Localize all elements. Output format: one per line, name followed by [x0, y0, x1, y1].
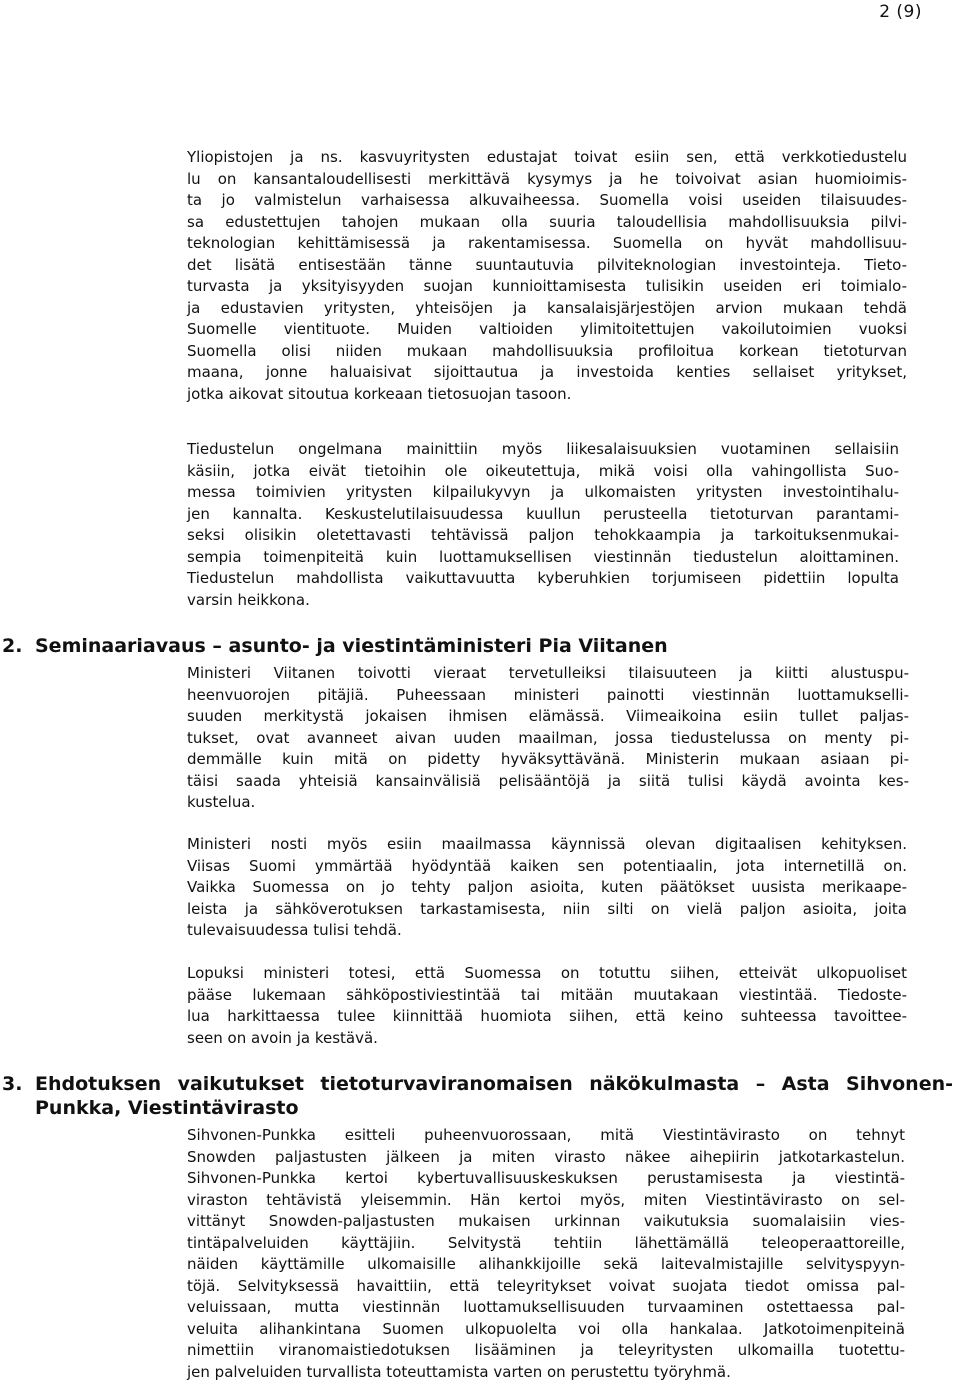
- section-number: 3.: [2, 1073, 23, 1095]
- text-line: Sihvonen-Punkka kertoi kybertuvallisuuskeskuksen perustamisesta ja viestintä-: [187, 1169, 905, 1187]
- text-line: jen kannalta. Keskustelutilaisuudessa kuullun perusteella tietoturvan parantami-: [187, 504, 899, 523]
- paragraph-minister-conclusion: [187, 963, 907, 1049]
- text-line: demmälle kuin mitä on pidetty hyväksyttävänä. Ministerin mukaan asiaan pi-: [187, 750, 909, 768]
- text-line: täisi saada yhteisiä kansainvälisiä pelisääntöjä ja siitä tulisi käydä avointa kes-: [187, 771, 909, 790]
- section-heading-3: [0, 1072, 960, 1122]
- text-line: Ministeri Viitanen toivotti vieraat tervetulleiksi tilaisuuteen ja kiitti alustuspu-: [187, 664, 909, 682]
- text-line: Vaikka Suomessa on jo tehty paljon asioita, kuten päätökset uusista merikaape-: [187, 878, 907, 896]
- text-line: maana, jonne haluaisivat sijoittautua ja investoida kenties sellaiset yritykset,: [187, 363, 907, 381]
- text-line: suuden merkitystä jokaisen ihmisen elämässä. Viimeaikoina esiin tullet paljas-: [187, 707, 909, 725]
- text-line: det lisätä entisestään tänne suuntautuvia pilviteknologian investointeja. Tieto-: [187, 255, 907, 274]
- text-line: Yliopistojen ja ns. kasvuyritysten edustajat toivat esiin sen, että verkkotiedustelu: [187, 148, 907, 166]
- paragraph-minister-welcome: [187, 663, 909, 814]
- text-line: varsin heikkona.: [187, 590, 310, 609]
- text-line: näiden käyttämille ulkomaisille alihankkijoille sekä laitevalmistajille selvityspyyn-: [187, 1255, 905, 1273]
- text-line: ja edustavien yritysten, yhteisöjen ja kansalaisjärjestöjen arvion mukaan tehdä: [187, 298, 907, 317]
- text-line: seksi olisikin oletettavasti tehtävissä paljon tehokkaampia ja tarkoituksenmukai-: [187, 526, 899, 544]
- text-line: Suomella olisi niiden mukaan mahdollisuuksia profiloitua korkean tietoturvan: [187, 341, 907, 360]
- text-line: Suomelle vientituote. Muiden valtioiden ylimitoitettujen vakoilutoimien vuoksi: [187, 320, 907, 338]
- text-line: heenvuorojen pitäjiä. Puheessaan ministeri painotti viestinnän luottamukselli-: [187, 685, 909, 704]
- text-line: nimettiin viranomaistiedotuksen lisääminen ja teleyritysten ulkomailla tuotettu-: [187, 1341, 905, 1359]
- text-line: Viisas Suomi ymmärtää hyödyntää kaiken sen potentiaalin, jota internetillä on.: [187, 856, 907, 875]
- text-line: messa toimivien yritysten kilpailukyvyn ja ulkomaisten yritysten investointihalu-: [187, 483, 899, 501]
- text-line: Ministeri nosti myös esiin maailmassa käynnissä olevan digitaalisen kehityksen.: [187, 835, 907, 853]
- text-line: veluissaan, mutta viestinnän luottamuksellisuuden turvaaminen ostettaessa pal-: [187, 1298, 905, 1316]
- paragraph-sihvonen-punkka: [187, 1125, 905, 1383]
- text-line: pääse lukemaan sähköpostiviestintää tai mitään muutakaan viestintää. Tiedoste-: [187, 985, 907, 1004]
- text-line: seen on avoin ja kestävä.: [187, 1028, 378, 1047]
- text-line: sa edustettujen tahojen mukaan olla suuria taloudellisia mahdollisuuksia pilvi-: [187, 212, 907, 231]
- section-title-line: Punkka, Viestintävirasto: [35, 1097, 299, 1119]
- text-line: teknologian kehittämisessä ja rakentamisessa. Suomella on hyvät mahdollisuu-: [187, 234, 907, 252]
- text-line: leista ja sähköverotuksen tarkastamisesta, niin silti on vielä paljon asioita, joita: [187, 899, 907, 918]
- text-line: vittänyt Snowden-paljastusten mukaisen urkinnan vaikutuksia suomalaisiin vies-: [187, 1212, 905, 1230]
- text-line: Tiedustelun ongelmana mainittiin myös liikesalaisuuksien vuotaminen sellaisiin: [187, 440, 899, 458]
- text-line: ta jo valmistelun varhaisessa alkuvaiheessa. Suomella voisi useiden tilaisuudes-: [187, 191, 907, 209]
- section-title: Seminaariavaus – asunto- ja viestintäministeri Pia Viitanen: [35, 635, 668, 657]
- page-number: 2 (9): [879, 2, 922, 22]
- text-line: tukset, ovat avanneet aivan uuden maailman, jossa tiedustelussa on menty pi-: [187, 728, 909, 747]
- text-line: sempia toimenpiteitä kuin luottamuksellisen viestinnän tiedustelun aloittaminen.: [187, 547, 899, 566]
- paragraph-university-representatives: [187, 147, 907, 405]
- paragraph-digital-development: [187, 834, 907, 942]
- text-line: tulevaisuudessa tulisi tehdä.: [187, 921, 402, 939]
- text-line: jen palveluiden turvallista toteuttamista varten on perustettu työryhmä.: [187, 1362, 731, 1381]
- text-line: Lopuksi ministeri totesi, että Suomessa on totuttu siihen, etteivät ulkopuoliset: [187, 964, 907, 982]
- text-line: jotka aikovat sitoutua korkeaan tietosuojan tasoon.: [187, 384, 572, 403]
- text-line: käsiin, jotka eivät tietoihin ole oikeutettuja, mikä voisi olla vahingollista Suo-: [187, 461, 899, 480]
- text-line: viraston tehtävistä yleisemmin. Hän kertoi myös, miten Viestintävirasto on sel-: [187, 1190, 905, 1209]
- text-line: kustelua.: [187, 793, 256, 811]
- text-line: veluita alihankintana Suomen ulkopuolelta voi olla hankalaa. Jatkotoimenpiteinä: [187, 1319, 905, 1338]
- text-line: lua harkittaessa tulee kiinnittää huomiota siihen, että keino suhteessa tavoittee-: [187, 1007, 907, 1025]
- section-title-line: Ehdotuksen vaikutukset tietoturvaviranomaisen näkökulmasta – Asta Sihvonen-: [35, 1073, 953, 1095]
- text-line: tintäpalveluiden käyttäjiin. Selvitystä tehtiin lähettämällä teleoperaattoreille,: [187, 1233, 905, 1252]
- text-line: Tiedustelun mahdollista vaikuttavuutta kyberuhkien torjumiseen pidettiin lopulta: [187, 569, 899, 587]
- text-line: töjä. Selvityksessä havaittiin, että teleyritykset voivat suojata tiedot omissa pal-: [187, 1276, 905, 1295]
- text-line: Sihvonen-Punkka esitteli puheenvuorossaan, mitä Viestintävirasto on tehnyt: [187, 1126, 905, 1144]
- text-line: lu on kansantaloudellisesti merkittävä kysymys ja he toivoivat asian huomioimis-: [187, 169, 907, 188]
- paragraph-intelligence-problems: [187, 439, 899, 611]
- text-line: Snowden paljastusten jälkeen ja miten virasto näkee aihepiirin jatkotarkastelun.: [187, 1147, 905, 1166]
- text-line: turvasta ja yksityisyyden suojan kunnioittamisesta tulisikin useiden eri toimialo-: [187, 277, 907, 295]
- section-number: 2.: [2, 635, 23, 657]
